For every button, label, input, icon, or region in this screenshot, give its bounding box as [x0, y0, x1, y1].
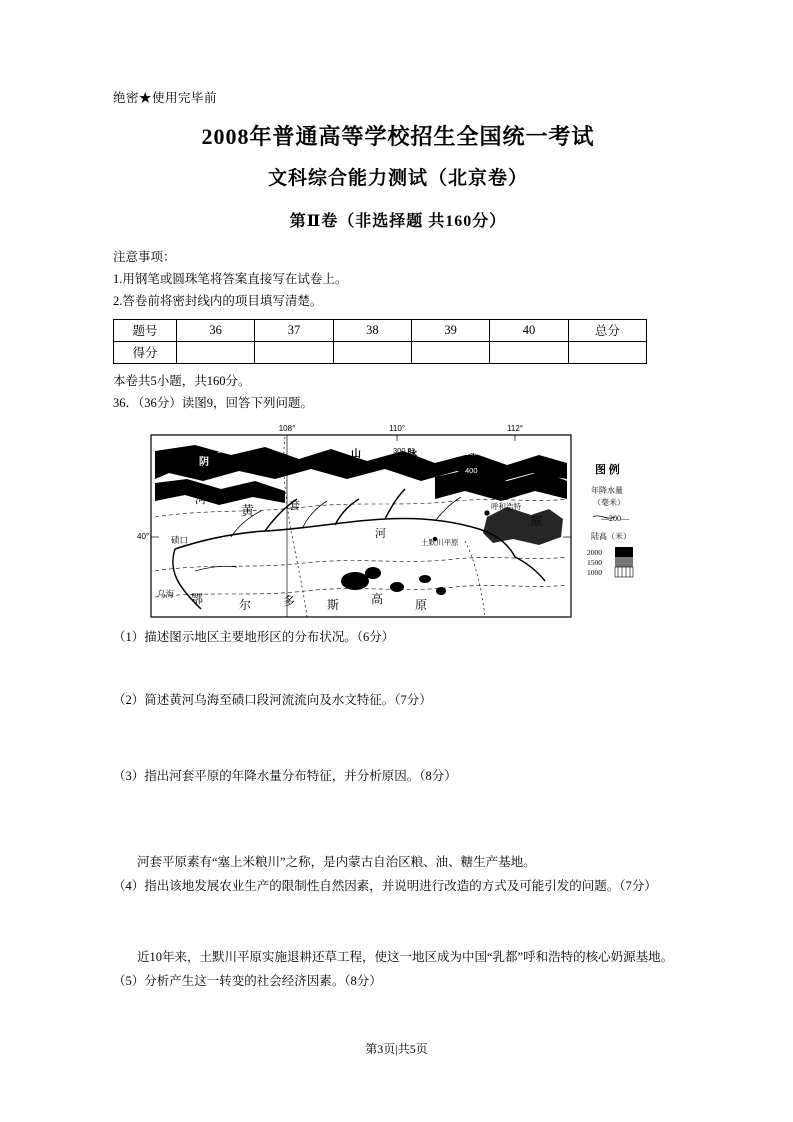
page-subtitle: 文科综合能力测试（北京卷） — [267, 168, 528, 189]
question-36-4: （4）指出该地发展农业生产的限制性自然因素，并说明进行改造的方式及可能引发的问题。（7分） — [113, 878, 657, 893]
map-label-duo: 多 — [283, 593, 296, 608]
total-note: 本卷共5小题，共160分。 — [113, 373, 251, 388]
map-label-mai: 脉 — [407, 448, 417, 460]
map-label-si: 斯 — [327, 597, 340, 612]
table-row — [114, 341, 647, 363]
answer-space-4[interactable] — [113, 898, 683, 946]
figure-9 — [135, 421, 651, 626]
table-header-col-2: 38 — [333, 319, 411, 341]
map-label-shan-2: 山 — [351, 448, 361, 460]
note-item-2: 2.答卷前将密封线内的项目填写清楚。 — [113, 293, 323, 308]
table-cell-score-0[interactable] — [177, 341, 255, 363]
map-label-lon-112: 112° — [507, 423, 523, 433]
map-label-er: 尔 — [239, 597, 252, 612]
table-header-col-1: 37 — [255, 319, 333, 341]
legend-title: 图 例 — [595, 463, 620, 476]
table-cell-score-1[interactable] — [255, 341, 333, 363]
map-label-150: 150 — [217, 445, 230, 455]
table-cell-score-4[interactable] — [490, 341, 568, 363]
table-header-label-0: 题号 — [114, 319, 177, 341]
answer-space-1[interactable] — [113, 649, 683, 689]
map-label-200: 200 — [465, 447, 478, 457]
map-label-tao: 套 — [289, 499, 300, 512]
map-label-yuan: 原 — [531, 515, 542, 528]
map-label-he: 河 — [195, 493, 206, 506]
question-36-5: （5）分析产生这一转变的社会经济因素。（8分） — [113, 974, 382, 989]
map-label-e: 鄂 — [191, 591, 204, 606]
section-title: 第Ⅱ卷（非选择题 共160分） — [289, 213, 507, 230]
map-label-lat-40: 40° — [137, 531, 150, 541]
map-label-300: 300 — [393, 445, 406, 455]
answer-space-3[interactable] — [113, 789, 683, 851]
legend-elev-2000: 2000 — [587, 547, 602, 557]
question-36-passage-1: 河套平原素有“塞上米粮川”之称，是内蒙古自治区粮、油、糖生产基地。 — [137, 854, 536, 869]
legend-precip-title: 年降水量 — [591, 485, 623, 495]
map-label-lon-108: 108° — [278, 423, 296, 433]
map-label-lon-110: 110° — [389, 423, 405, 433]
map-label-hohhot: 呼和浩特 — [491, 501, 521, 511]
map-label-yuan-2: 原 — [415, 597, 428, 612]
map-label-gao: 高 — [371, 591, 384, 606]
secret-notice: 绝密★使用完毕前 — [113, 91, 218, 105]
table-header-col-5: 总分 — [568, 319, 646, 341]
question-36-1: （1）描述图示地区主要地形区的分布状况。（6分） — [113, 629, 395, 644]
legend-elev-1500: 1500 — [587, 557, 602, 567]
table-cell-score-3[interactable] — [411, 341, 489, 363]
page-footer: 第3页|共5页 — [365, 1042, 428, 1056]
map-label-shan-1: 山 — [255, 448, 265, 460]
question-36-passage-2: 近10年来，土默川平原实施退耕还草工程，使这一地区成为中国“乳都”呼和浩特的核心奶源基地。 — [137, 950, 674, 965]
question-36-stem: 36．（36分）读图9，回答下列问题。 — [113, 396, 314, 411]
table-header-col-3: 39 — [411, 319, 489, 341]
map-label-wuhai: 乌海 — [157, 588, 175, 599]
page-title: 2008年普通高等学校招生全国统一考试 — [201, 124, 595, 149]
question-36-2: （2）简述黄河乌海至碛口段河流流向及水文特征。（7分） — [113, 693, 432, 708]
note-item-1: 1.用钢笔或圆珠笔将答案直接写在试卷上。 — [113, 271, 348, 286]
table-cell-score-5[interactable] — [568, 341, 646, 363]
legend-precip-sample: —200— — [601, 513, 629, 523]
score-table — [113, 319, 647, 364]
page-content — [113, 88, 683, 994]
map-label-he-2: 河 — [375, 527, 386, 540]
table-header-col-4: 40 — [490, 319, 568, 341]
answer-space-2[interactable] — [113, 713, 683, 765]
legend-precip-unit: （毫米） — [593, 497, 625, 507]
table-row — [114, 319, 647, 341]
notes-heading: 注意事项： — [113, 250, 176, 264]
notes-block — [113, 247, 683, 313]
table-header-label-1: 得分 — [114, 341, 177, 363]
table-header-col-0: 36 — [177, 319, 255, 341]
map-label-tumochuan: 土默川平原 — [421, 537, 459, 547]
map-label-yinshan: 阴 — [199, 456, 209, 468]
table-cell-score-2[interactable] — [333, 341, 411, 363]
legend-elev-1000: 1000 — [587, 567, 602, 577]
map-label-400: 400 — [465, 465, 478, 475]
question-36-3: （3）指出河套平原的年降水量分布特征，并分析原因。（8分） — [113, 769, 457, 784]
legend-elev-title: 陆高（米） — [591, 531, 631, 541]
map-label-qikou: 碛口 — [171, 534, 189, 545]
map-label-huang: 黄 — [241, 502, 255, 518]
